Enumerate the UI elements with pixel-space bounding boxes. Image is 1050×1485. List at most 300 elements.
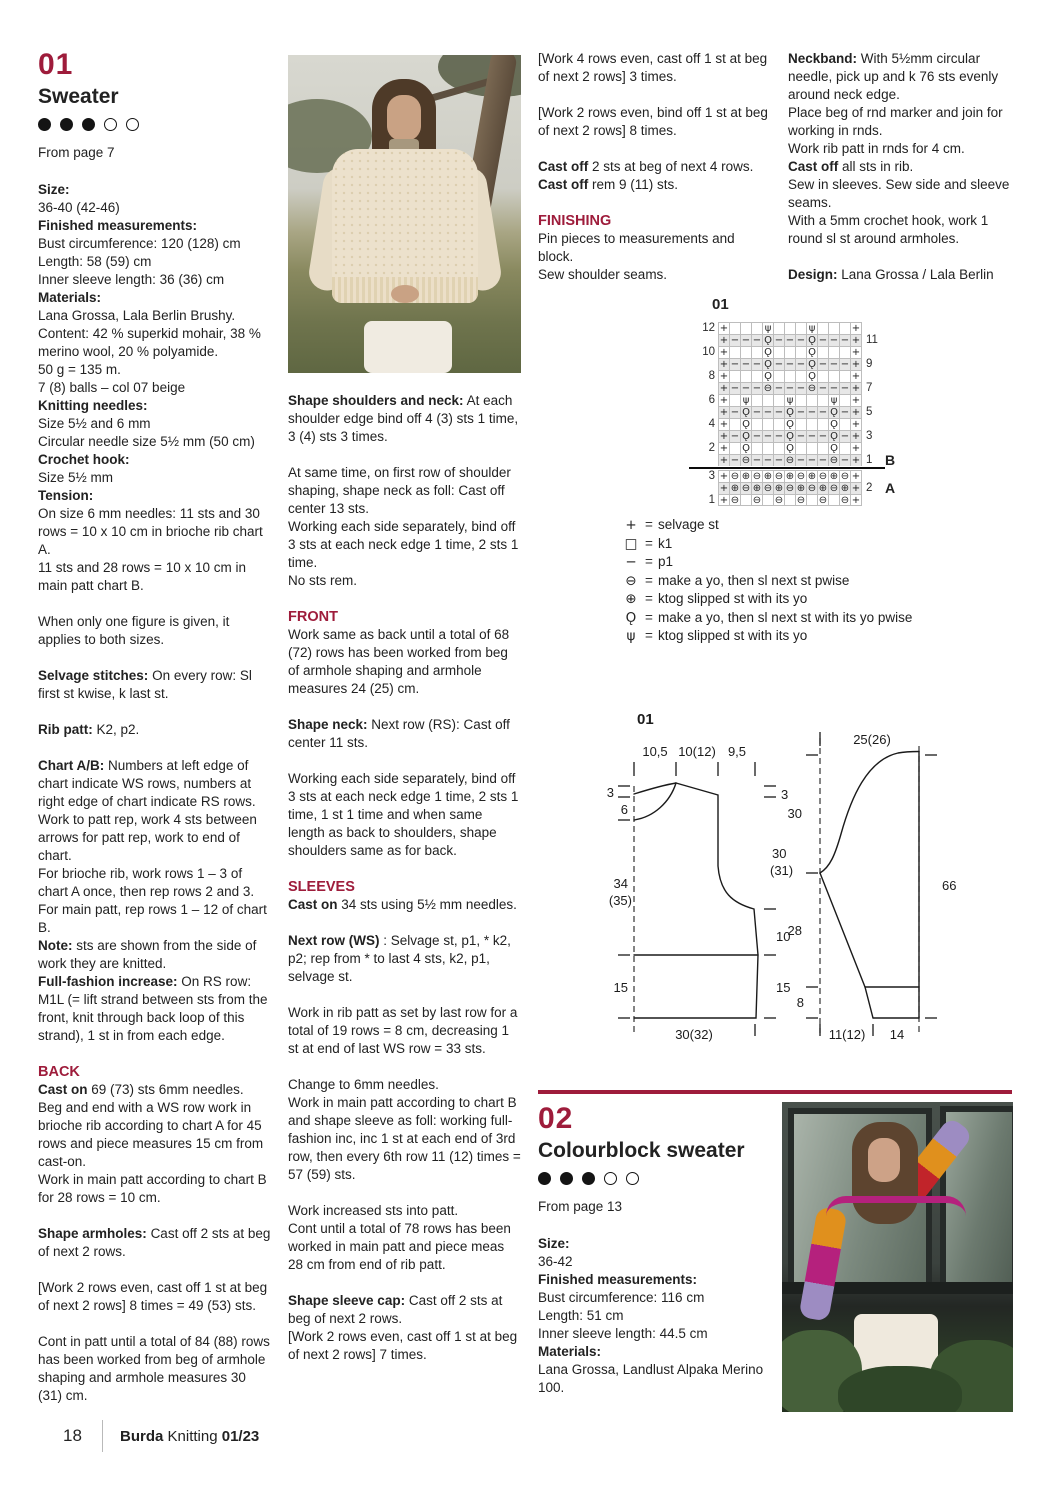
row-number-right <box>862 346 883 358</box>
chart-cell: − <box>752 335 762 346</box>
text-segment: Finished measurements: <box>538 1272 698 1287</box>
chart-cell: − <box>807 431 817 442</box>
section-heading: SLEEVES <box>288 879 355 895</box>
text-segment: Size: <box>38 182 70 197</box>
chart-cell <box>741 370 752 382</box>
paragraph <box>38 721 271 739</box>
legend-equals: = <box>645 535 653 551</box>
chart-cell <box>752 322 763 334</box>
text-segment: Length: 51 cm <box>538 1308 624 1323</box>
legend-text: selvage st <box>658 517 719 532</box>
text-segment: Size: <box>538 1236 570 1251</box>
chart-cell: − <box>818 383 828 394</box>
chart-legend <box>622 516 962 646</box>
chart-cell: − <box>741 359 751 370</box>
text-segment: With 5½mm circular needle, pick up and k 76 sts evenly around neck edge. <box>788 51 999 102</box>
difficulty-dot-icon <box>604 1172 617 1185</box>
chart-cell: ⊕ <box>763 471 773 482</box>
chart-cell: − <box>796 455 806 466</box>
text-segment: Rib patt: <box>38 722 93 737</box>
chart-cells <box>718 382 862 394</box>
photo-model-colourblock-sweater <box>782 1102 1013 1412</box>
paragraph <box>788 50 1015 104</box>
paragraph <box>538 176 771 194</box>
row-number-right <box>862 370 883 382</box>
text-segment: rem 9 (11) sts. <box>592 177 679 192</box>
legend-row <box>622 516 962 535</box>
row-number-left: 1 <box>708 494 715 506</box>
text-segment: Bust circumference: 120 (128) cm <box>38 236 241 251</box>
column-2-blocks <box>288 392 521 1364</box>
column-4-blocks <box>788 50 1015 284</box>
text-segment: [Work 2 rows even, bind off 1 st at beg of next 2 rows] 8 times. <box>538 105 768 138</box>
chart-row <box>698 382 913 394</box>
row-number-left <box>698 382 718 394</box>
text-block <box>38 757 271 1045</box>
text-segment: No sts rem. <box>288 573 358 588</box>
plant <box>838 1366 962 1412</box>
sleeve-left-30: 30 <box>787 806 802 821</box>
row-number-left: 2 <box>708 442 715 454</box>
paragraph <box>38 253 271 271</box>
row-number-right <box>862 470 883 482</box>
chart-cell: ⊖ <box>752 495 762 506</box>
chart-cell <box>741 322 752 334</box>
paragraph <box>38 271 271 289</box>
paragraph <box>288 1292 521 1328</box>
chart-cell: − <box>752 407 762 418</box>
text-block <box>788 50 1015 248</box>
chart-cell: ⊖ <box>840 471 850 482</box>
text-segment: Work increased sts into patt. <box>288 1203 459 1218</box>
paragraph-group <box>788 50 1015 248</box>
text-segment: Lana Grossa, Lala Berlin Brushy. <box>38 308 236 323</box>
chart-cell: + <box>851 431 861 442</box>
brand-name: Burda <box>120 1428 164 1445</box>
paragraph <box>538 1289 771 1307</box>
chart-cell: − <box>730 407 740 418</box>
chart-row <box>698 442 913 454</box>
row-number-left: 12 <box>702 322 715 334</box>
sleeve-dashed-lines <box>820 738 919 1033</box>
chart-cells <box>718 394 862 406</box>
chart-row <box>698 370 913 382</box>
paragraph <box>288 932 521 986</box>
paragraph <box>288 1202 521 1220</box>
paragraph <box>788 176 1015 212</box>
text-segment: 2 sts at beg of next 4 rows. <box>592 159 754 174</box>
chart-cell <box>752 370 763 382</box>
chart-cell: − <box>774 335 784 346</box>
paragraph <box>38 901 271 937</box>
chart-cell <box>763 494 774 506</box>
section-heading: FRONT <box>288 609 338 625</box>
paragraph <box>538 230 771 266</box>
pattern-title-01: Sweater <box>38 85 119 108</box>
legend-text: k1 <box>658 535 673 551</box>
paragraph <box>38 613 271 649</box>
legend-symbol-icon: − <box>625 554 637 570</box>
text-segment: Pin pieces to measurements and block. <box>538 231 735 264</box>
chart-cells <box>718 430 862 442</box>
chart-divider-line <box>689 467 885 469</box>
chart-cell: − <box>763 407 773 418</box>
chart-cell: − <box>752 431 762 442</box>
chart-cell: Ǫ <box>741 406 752 418</box>
row-number-left <box>698 406 718 418</box>
paragraph-group <box>38 1279 271 1315</box>
paragraph-group <box>38 1081 271 1207</box>
text-segment: Materials: <box>538 1344 602 1359</box>
chart-cell <box>730 442 741 454</box>
text-block <box>288 1202 521 1274</box>
row-number-left <box>698 454 718 466</box>
text-segment: Shape shoulders and neck: <box>288 393 464 408</box>
chart-cell: − <box>785 383 795 394</box>
text-segment: Circular needle size 5½ mm (50 cm) <box>38 434 255 449</box>
text-segment: Numbers at left edge of chart indicate WS rows, numbers at right edge of chart indicate RS rows. Work to patt rep, work 4 sts between arrows for patt rep, work to end of chart. <box>38 758 257 863</box>
row-number-right <box>862 322 883 334</box>
chart-cell: − <box>774 383 784 394</box>
chart-cell: ⊖ <box>741 483 751 494</box>
difficulty-dot-icon <box>126 118 139 131</box>
text-block <box>538 104 771 140</box>
text-block <box>38 1225 271 1261</box>
chart-cell: − <box>818 407 828 418</box>
chart-section-letter: A <box>885 480 896 496</box>
row-number-right: 3 <box>866 430 873 442</box>
chart-cell <box>829 346 840 358</box>
paragraph-group <box>38 667 271 703</box>
text-block <box>538 158 771 194</box>
text-segment: sts are shown from the side of work they are knitted. <box>38 938 257 971</box>
schematic-diagram-01 <box>592 698 982 1063</box>
row-number-right: 7 <box>866 382 873 394</box>
text-segment: Working each side separately, bind off 3 sts at each neck edge 1 time, 2 sts 1 time, 1 st 1 time and when same length as back to shoulders, shape shoulders same as for back. <box>288 771 519 858</box>
chart-cell <box>840 346 851 358</box>
paragraph <box>38 307 271 325</box>
column-3 <box>538 50 771 284</box>
text-segment: Size 5½ and 6 mm <box>38 416 151 431</box>
chart-a-grid <box>698 470 913 506</box>
chart-cell: − <box>807 455 817 466</box>
chart-cells <box>718 334 862 346</box>
legend-row <box>622 553 962 572</box>
chart-cell: ⊕ <box>818 483 828 494</box>
chart-cell: + <box>719 383 729 394</box>
chart-cell: ψ <box>807 322 818 334</box>
paragraph-group <box>38 613 271 649</box>
paragraph-group <box>38 721 271 739</box>
text-segment: Finished measurements: <box>38 218 198 233</box>
schematic-svg <box>592 698 982 1063</box>
paragraph <box>38 397 271 415</box>
chart-cell: − <box>730 359 740 370</box>
text-segment: 34 sts using 5½ mm needles. <box>341 897 517 912</box>
paragraph-group <box>288 932 521 986</box>
paragraph <box>788 158 1015 176</box>
chart-cells <box>718 406 862 418</box>
chart-cell: + <box>851 323 861 334</box>
page-number: 18 <box>63 1426 82 1445</box>
paragraph-group <box>288 770 521 860</box>
paragraph-group <box>38 757 271 1045</box>
row-number-left: 10 <box>702 346 715 358</box>
chart-cell: + <box>719 495 729 506</box>
chart-cell: ⊕ <box>840 483 850 494</box>
text-block <box>38 613 271 649</box>
chart-cell <box>807 418 818 430</box>
chart-cell: ⊖ <box>818 471 828 482</box>
chart-cell <box>730 322 741 334</box>
chart-cell <box>840 442 851 454</box>
chart-cell <box>730 418 741 430</box>
chart-cell: ⊖ <box>774 471 784 482</box>
paragraph <box>38 1333 271 1405</box>
paragraph <box>38 361 271 379</box>
knitting-chart-01 <box>698 296 913 506</box>
chart-cell <box>829 494 840 506</box>
sleeve-bottom-cuff: 11(12) <box>828 1027 866 1042</box>
section-heading: FINISHING <box>538 213 612 229</box>
body-left-34: 34 <box>613 876 628 891</box>
body-top-width-1: 10,5 <box>642 744 668 759</box>
chart-cells <box>718 494 862 506</box>
paragraph <box>38 325 271 361</box>
paragraph <box>288 626 521 698</box>
chart-cell: + <box>719 335 729 346</box>
paragraph <box>788 140 1015 158</box>
chart-cell: ⊕ <box>774 483 784 494</box>
text-segment: For main patt, rep rows 1 – 12 of chart B. <box>38 902 267 935</box>
paragraph <box>538 50 771 86</box>
paragraph <box>38 1081 271 1171</box>
chart-cell <box>752 442 763 454</box>
text-segment: Lana Grossa, Landlust Alpaka Merino 100. <box>538 1362 764 1395</box>
from-page-ref-01: From page 7 <box>38 145 115 160</box>
chart-cell: − <box>774 359 784 370</box>
chart-cell <box>752 418 763 430</box>
chart-row <box>698 418 913 430</box>
paragraph-group <box>538 50 771 86</box>
body-left-35: (35) <box>608 893 632 908</box>
paragraph-group <box>288 1004 521 1058</box>
text-segment: Inner sleeve length: 36 (36) cm <box>38 272 225 287</box>
paragraph <box>38 1171 271 1207</box>
chart-cell <box>829 370 840 382</box>
text-segment: Change to 6mm needles. <box>288 1077 439 1092</box>
chart-cell: Ǫ <box>763 334 774 346</box>
text-block <box>38 1333 271 1405</box>
chart-cell: + <box>719 471 729 482</box>
chart-cell: − <box>840 383 850 394</box>
chart-cell: ⊕ <box>785 471 795 482</box>
text-segment: Next row (WS) <box>288 933 380 948</box>
paragraph <box>288 770 521 860</box>
difficulty-dot-icon <box>104 118 117 131</box>
chart-row <box>698 494 913 506</box>
text-segment: all sts in rib. <box>842 159 914 174</box>
chart-cell <box>752 346 763 358</box>
chart-cell <box>818 418 829 430</box>
body-right-3: 3 <box>781 787 789 802</box>
row-number-left: 8 <box>708 370 715 382</box>
row-number-left <box>698 334 718 346</box>
chart-cell <box>796 442 807 454</box>
chart-cell <box>796 418 807 430</box>
paragraph <box>38 433 271 451</box>
paragraph-group <box>288 716 521 752</box>
chart-cell <box>840 322 851 334</box>
chart-cell <box>763 442 774 454</box>
column-2 <box>288 392 521 1364</box>
body-left-15: 15 <box>613 980 628 995</box>
paragraph-group <box>288 1292 521 1364</box>
paragraph <box>38 487 271 505</box>
text-segment: Cast off <box>538 177 589 192</box>
from-page-ref-02: From page 13 <box>538 1199 623 1214</box>
paragraph <box>38 973 271 1045</box>
chart-row <box>698 470 913 482</box>
chart-section-letter: B <box>885 452 896 468</box>
chart-cell: Ǫ <box>785 430 796 442</box>
chart-cell: − <box>774 455 784 466</box>
text-segment: Full-fashion increase: <box>38 974 178 989</box>
column-1-blocks <box>38 181 271 1405</box>
chart-cells <box>718 454 862 466</box>
chart-cell: ⊕ <box>741 471 751 482</box>
legend-text: p1 <box>658 554 674 569</box>
chart-cell <box>774 346 785 358</box>
paragraph <box>538 1361 771 1397</box>
text-segment: Place beg of rnd marker and join for working in rnds. <box>788 105 1003 138</box>
chart-cell: − <box>752 455 762 466</box>
difficulty-dot-icon <box>82 118 95 131</box>
sleeve-right-66: 66 <box>942 878 957 893</box>
legend-equals: = <box>645 628 653 643</box>
text-segment: When only one figure is given, it applies to both sizes. <box>38 614 230 647</box>
text-segment: Work in main patt according to chart B for 28 rows = 10 cm. <box>38 1172 267 1205</box>
text-segment: Crochet hook: <box>38 452 130 467</box>
chart-cell: + <box>719 419 729 430</box>
chart-cells <box>718 322 862 334</box>
chart-label: 01 <box>712 296 729 313</box>
chart-cell <box>785 370 796 382</box>
paragraph <box>38 937 271 973</box>
text-segment: Cont in patt until a total of 84 (88) rows has been worked from beg of armhole shaping and armhole measures 30 (31) cm. <box>38 1334 270 1403</box>
magazine-name: Knitting <box>167 1428 218 1445</box>
chart-cell: Ǫ <box>763 346 774 358</box>
paragraph <box>38 181 271 199</box>
chart-cell: ψ <box>741 394 752 406</box>
text-segment: At each shoulder edge bind off 4 (3) sts 1 time, 3 (4) sts 3 times. <box>288 393 519 444</box>
chart-cell: − <box>730 431 740 442</box>
chart-cell: ⊖ <box>818 495 828 506</box>
chart-cell: ψ <box>785 394 796 406</box>
text-block <box>288 1076 521 1184</box>
paragraph <box>288 392 521 446</box>
row-number-right: 2 <box>866 482 873 494</box>
paragraph-group <box>288 626 521 698</box>
legend-row <box>622 535 962 554</box>
legend-symbol-icon: + <box>625 517 637 533</box>
chart-row <box>698 394 913 406</box>
chart-cell: ⊖ <box>774 495 784 506</box>
chart-cell <box>730 346 741 358</box>
chart-cells <box>718 358 862 370</box>
model-face <box>387 95 421 141</box>
chart-cell <box>840 370 851 382</box>
column-4 <box>788 50 1015 284</box>
text-segment: Size 5½ mm <box>38 470 114 485</box>
text-segment: Shape armholes: <box>38 1226 147 1241</box>
paragraph <box>288 1004 521 1058</box>
chart-cell <box>796 370 807 382</box>
chart-cell <box>763 394 774 406</box>
difficulty-dot-icon <box>38 118 51 131</box>
paragraph <box>288 716 521 752</box>
chart-cell: Ǫ <box>785 418 796 430</box>
difficulty-rating-01 <box>38 118 271 131</box>
text-segment: [Work 2 rows even, cast off 1 st at beg of next 2 rows] 8 times = 49 (53) sts. <box>38 1280 268 1313</box>
paragraph <box>788 212 1015 248</box>
paragraph <box>38 379 271 397</box>
body-bottom-width: 30(32) <box>675 1027 713 1042</box>
text-segment: With a 5mm crochet hook, work 1 round sl st around armholes. <box>788 213 989 246</box>
chart-cell <box>752 394 763 406</box>
chart-cell <box>774 322 785 334</box>
chart-cells <box>718 482 862 494</box>
difficulty-dot-icon <box>582 1172 595 1185</box>
chart-cell <box>840 418 851 430</box>
chart-cell: − <box>752 359 762 370</box>
chart-cell: − <box>818 359 828 370</box>
body-top-width-3: 9,5 <box>727 744 747 759</box>
chart-cell: ψ <box>829 394 840 406</box>
text-segment: Note: <box>38 938 73 953</box>
chart-cell: − <box>829 335 839 346</box>
chart-cell: Ǫ <box>763 370 774 382</box>
model-pants <box>364 321 452 373</box>
paragraph <box>288 464 521 518</box>
chart-cell: − <box>752 383 762 394</box>
chart-cell: − <box>763 431 773 442</box>
text-block <box>288 770 521 860</box>
legend-row <box>622 572 962 591</box>
row-number-right: 5 <box>866 406 873 418</box>
legend-text: make a yo, then sl next st with its yo pwise <box>658 609 913 625</box>
chart-cell: − <box>840 407 850 418</box>
sleeve-left-28: 28 <box>787 923 802 938</box>
text-segment: On size 6 mm needles: 11 sts and 30 rows = 10 x 10 cm in brioche rib chart A. <box>38 506 263 557</box>
chart-b-grid <box>698 322 913 466</box>
text-segment: Sew shoulder seams. <box>538 267 668 282</box>
paragraph <box>38 415 271 433</box>
text-block <box>288 392 521 446</box>
chart-cell: + <box>851 395 861 406</box>
chart-row <box>698 454 913 466</box>
chart-cell <box>730 394 741 406</box>
chart-cell: + <box>851 335 861 346</box>
text-segment: Cont until a total of 78 rows has been worked in main patt and piece meas 28 cm from end of rib patt. <box>288 1221 511 1272</box>
chart-cell: + <box>851 419 861 430</box>
chart-cell: − <box>785 359 795 370</box>
text-block <box>288 464 521 590</box>
chart-cell: − <box>818 455 828 466</box>
chart-cells <box>718 442 862 454</box>
section-02-blocks <box>538 1235 771 1397</box>
text-block <box>538 212 771 284</box>
